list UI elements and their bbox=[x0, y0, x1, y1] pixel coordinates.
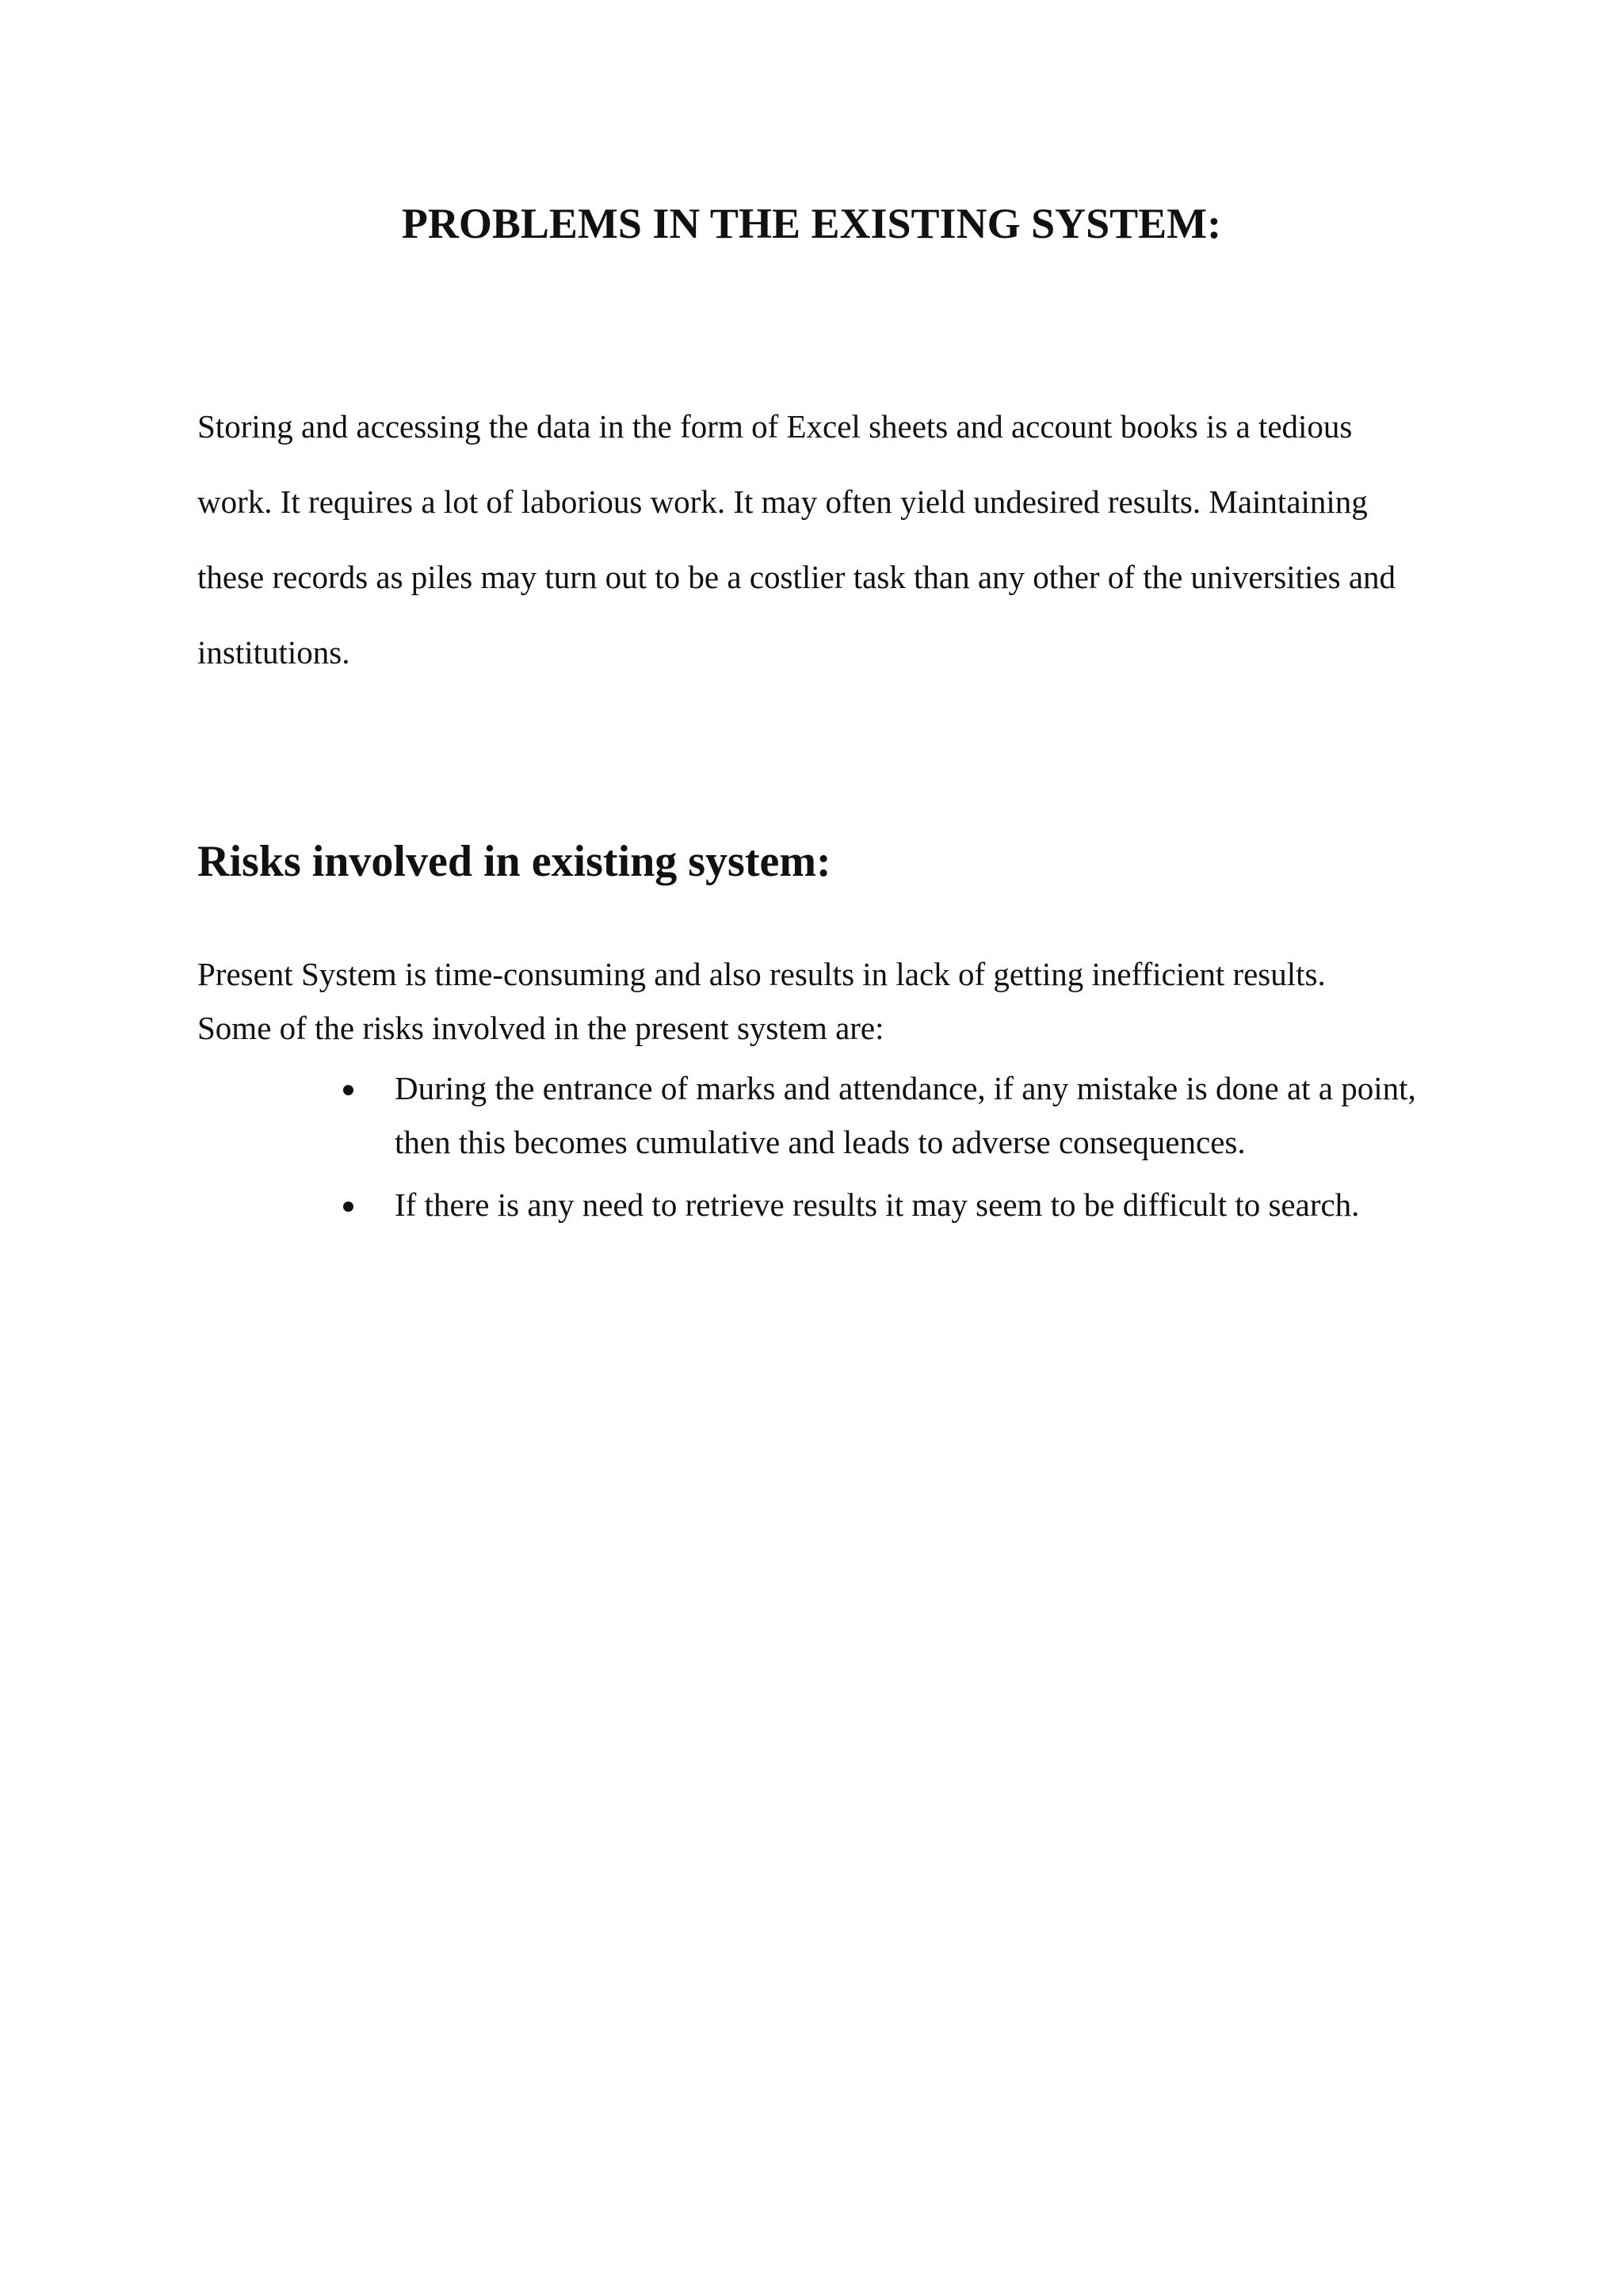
bullet-icon bbox=[343, 1085, 353, 1095]
bullet-item-line: During the entrance of marks and attendance, if any mistake is done at a point, bbox=[395, 1070, 1416, 1106]
intro-paragraph-line: work. It requires a lot of laborious work. It may often yield undesired results. Maintaining bbox=[197, 483, 1368, 520]
section-heading-risks: Risks involved in existing system: bbox=[197, 837, 831, 886]
intro-paragraph-line: these records as piles may turn out to be a costlier task than any other of the universities and bbox=[197, 559, 1396, 595]
bullet-item-line: then this becomes cumulative and leads to adverse consequences. bbox=[395, 1124, 1246, 1160]
page-title: PROBLEMS IN THE EXISTING SYSTEM: bbox=[401, 200, 1222, 247]
intro-paragraph-line: institutions. bbox=[197, 634, 350, 670]
risks-paragraph-line: Some of the risks involved in the present system are: bbox=[197, 1010, 884, 1046]
intro-paragraph-line: Storing and accessing the data in the form of Excel sheets and account books is a tedious bbox=[197, 408, 1353, 445]
bullet-item-line: If there is any need to retrieve results it may seem to be difficult to search. bbox=[395, 1186, 1360, 1223]
bullet-icon bbox=[343, 1201, 353, 1212]
risks-paragraph-line: Present System is time-consuming and also results in lack of getting inefficient results. bbox=[197, 956, 1326, 992]
